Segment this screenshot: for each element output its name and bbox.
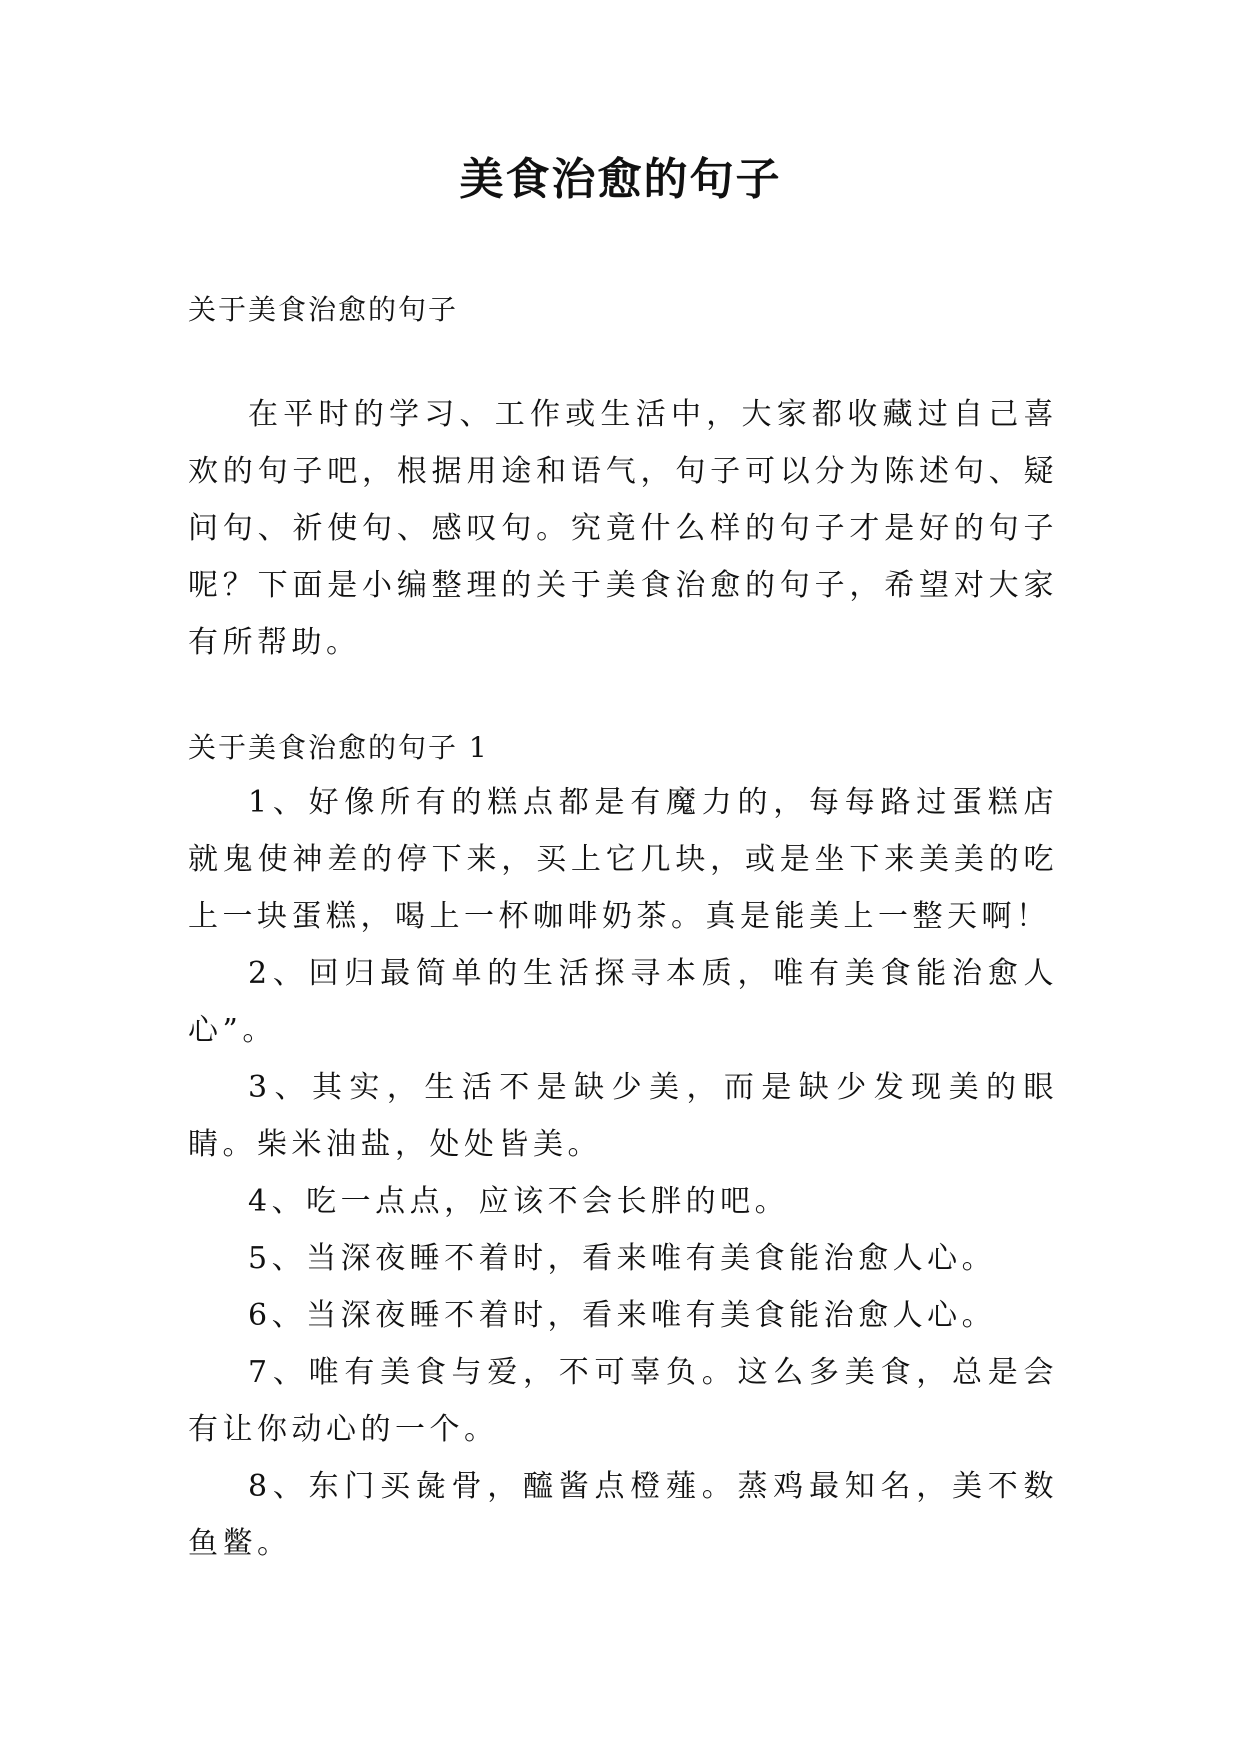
subtitle: 关于美食治愈的句子	[188, 293, 459, 326]
list-item: 2、回归最简单的生活探寻本质，唯有美食能治愈人心”。	[188, 956, 1058, 1048]
list-item: 5、当深夜睡不着时，看来唯有美食能治愈人心。	[248, 1241, 997, 1276]
list-item: 4、吃一点点，应该不会长胖的吧。	[248, 1184, 790, 1219]
list-item: 3、其实，生活不是缺少美，而是缺少发现美的眼睛。柴米油盐，处处皆美。	[188, 1070, 1058, 1162]
list-item: 7、唯有美食与爱，不可辜负。这么多美食，总是会有让你动心的一个。	[188, 1355, 1058, 1447]
list-item: 1、好像所有的糕点都是有魔力的，每每路过蛋糕店就鬼使神差的停下来，买上它几块，或是坐下来美美的吃上一块蛋糕，喝上一杯咖啡奶茶。真是能美上一整天啊！	[188, 785, 1058, 934]
list-item: 8、东门买彘骨，醯酱点橙薤。蒸鸡最知名，美不数鱼鳖。	[188, 1469, 1058, 1561]
intro-paragraph: 在平时的学习、工作或生活中，大家都收藏过自己喜欢的句子吧，根据用途和语气，句子可以分为陈述句、疑问句、祈使句、感叹句。究竟什么样的句子才是好的句子呢？下面是小编整理的关于美食治愈的句子，希望对大家有所帮助。	[188, 397, 1058, 660]
document-body	[188, 290, 1058, 1572]
document-title: 美食治愈的句子	[459, 154, 782, 205]
list-item: 6、当深夜睡不着时，看来唯有美食能治愈人心。	[248, 1298, 997, 1333]
section-heading: 关于美食治愈的句子 1	[188, 731, 489, 764]
